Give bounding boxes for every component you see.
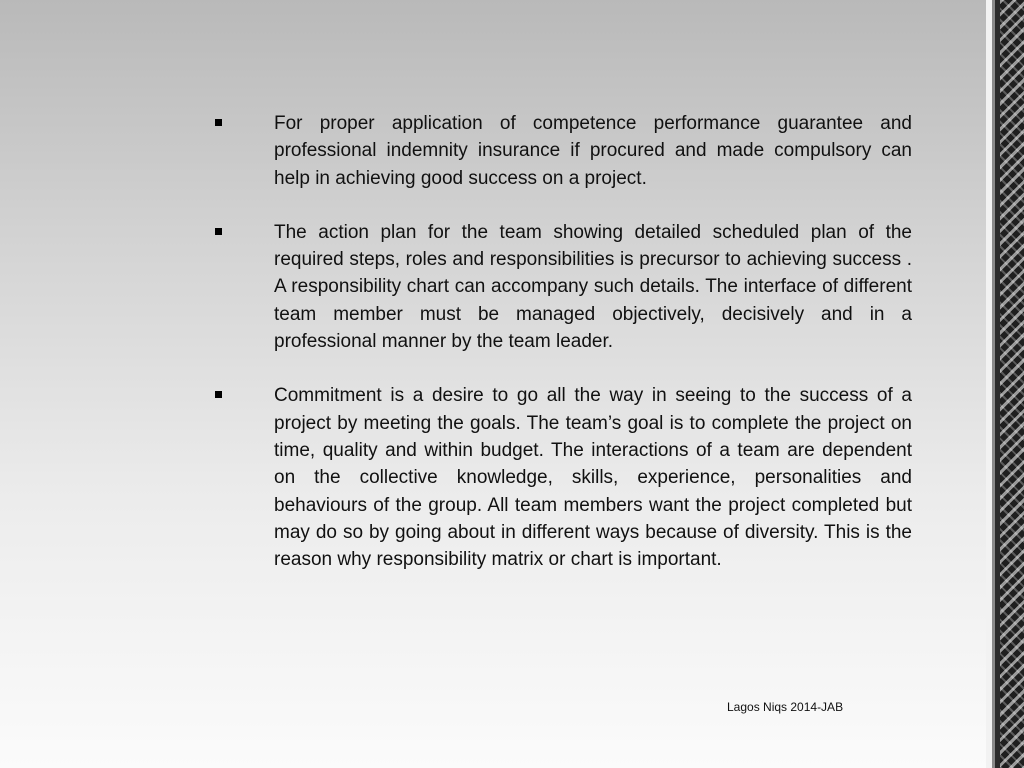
bullet-item	[210, 110, 912, 192]
bullet-text: Commitment is a desire to go all the way in seeing to the success of a project by meeting the goals. The team’s goal is to complete the project on time, quality and within budget. The interactions of a team are dependent on the collective knowledge, skills, experience, personalities and behaviours of the group. All team members want the project completed but may do so by going about in different ways because of diversity. This is the reason why responsibility matrix or chart is important.	[274, 385, 912, 571]
square-bullet-icon	[215, 228, 222, 235]
slide-footer: Lagos Niqs 2014-JAB	[727, 700, 844, 714]
bullet-list	[210, 110, 912, 600]
bullet-text: The action plan for the team showing detailed scheduled plan of the required steps, roles and responsibilities is precursor to achieving success . A responsibility chart can accompany such details. The interface of different team member must be managed objectively, decisively and in a professional manner by the team leader.	[274, 221, 912, 353]
decorative-edge-line	[992, 0, 995, 768]
square-bullet-icon	[215, 391, 222, 398]
square-bullet-icon	[215, 119, 222, 126]
bullet-text: For proper application of competence performance guarantee and professional indemnity insurance if procured and made compulsory can help in achieving good success on a project.	[274, 113, 912, 189]
bullet-item	[210, 219, 912, 355]
bullet-item	[210, 382, 912, 573]
decorative-edge-pattern	[1000, 0, 1024, 768]
